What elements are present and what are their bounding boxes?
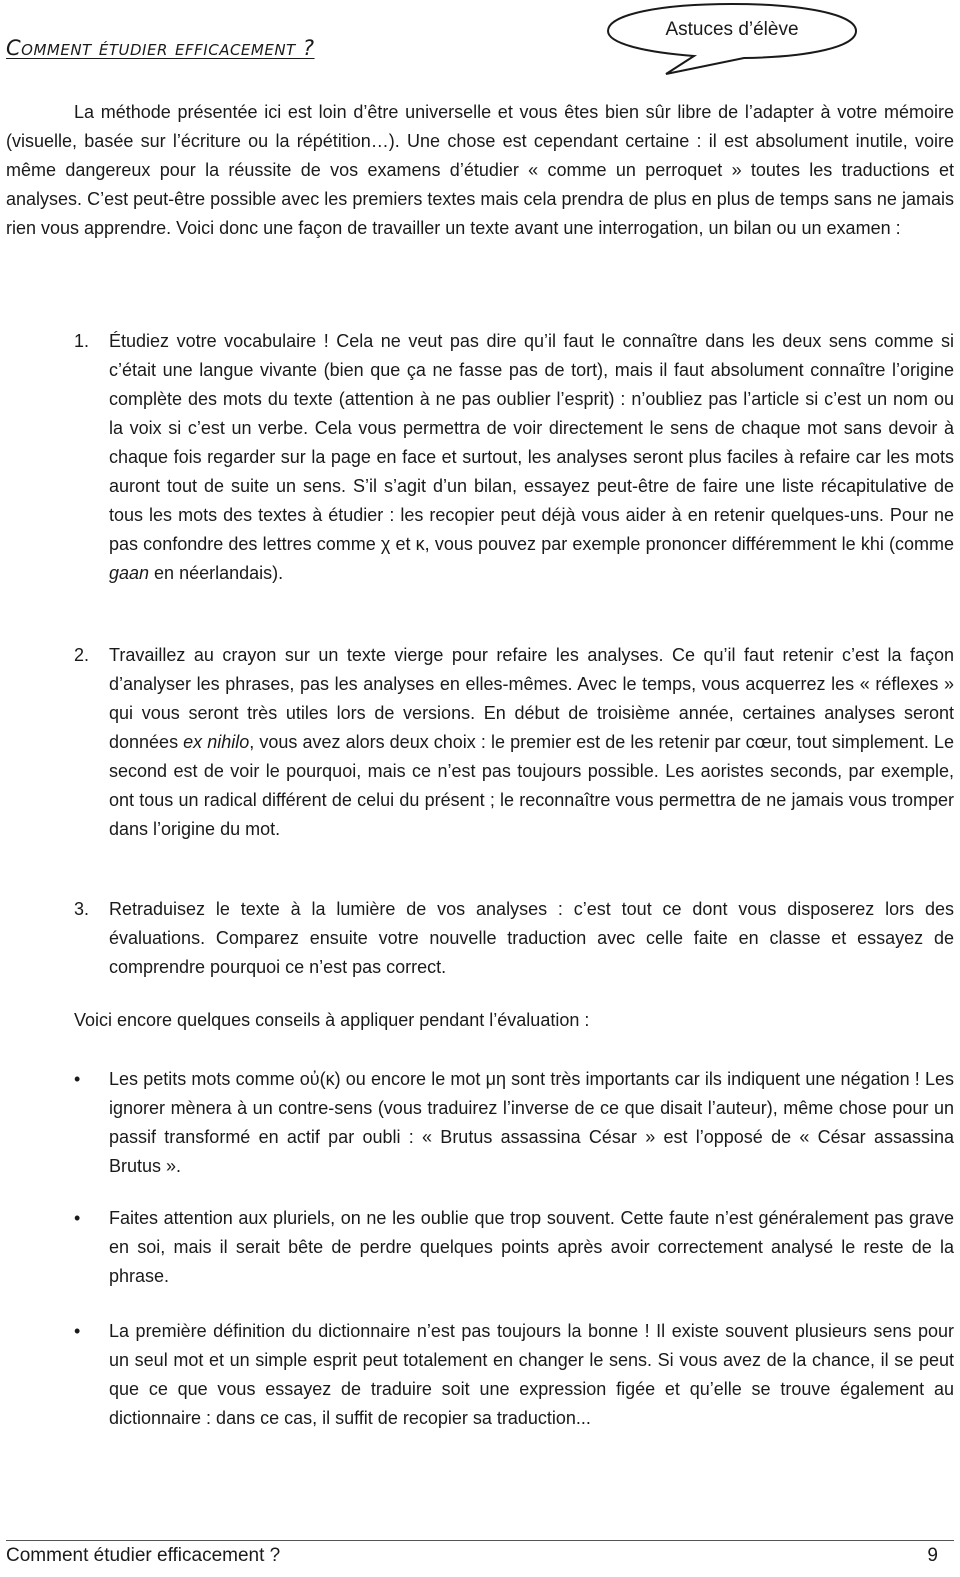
page-title: Comment étudier efficacement ?	[6, 36, 315, 60]
step-text-tail: , vous avez alors deux choix : le premier est de les retenir par cœur, tout simplement. Le second est de voir le pourquoi, mais ce n’est pas toujours possible. Les aoristes seconds, par exemple, ont tous un radical différent de celui du présent ; le reconnaître vous permettra de ne jamais vous tromper dans l’origine du mot.	[109, 732, 954, 839]
bullet-icon: •	[74, 1321, 81, 1341]
tip-text: Les petits mots comme οὐ(κ) ou encore le mot μη sont très importants car ils indiquent une négation ! Les ignorer mènera à un contre-sens (vous traduirez l’inverse de ce que disait l’auteur), même chose pour un passif transformé en actif par oubli : « Brutus assassina César » est l’opposé de « César assassina Brutus ».	[109, 1069, 954, 1176]
step-number: 2.	[74, 645, 90, 665]
step-text-part: Étudiez votre vocabulaire ! Cela ne veut pas dire qu’il faut le connaître dans les deux sens comme si c’était une langue vivante (bien que ça ne fasse pas de tort), mais il faut absolument connaître l’origine complète des mots du texte (attention à ne pas oublier l’esprit) : n’oubliez pas l’article si c’est un nom ou la voix si c’est un verbe. Cela vous permettra de voir directement le sens de chaque mot sans devoir à chaque fois regarder sur la page en face et surtout, les analyses seront plus faciles à refaire car les mots auront tout de suite un sens. S’il s’agit d’un bilan, essayez peut-être de faire une liste récapitulative de tous les mots des textes à étudier : les recopier peut déjà vous aider à en retenir quelques-uns. Pour ne pas confondre des lettres comme χ et κ, vous pouvez par exemple prononcer différemment le khi (comme	[109, 331, 954, 554]
step-number: 3.	[74, 899, 90, 919]
step-text	[109, 641, 954, 844]
tip-text: Faites attention aux pluriels, on ne les oublie que trop souvent. Cette faute n’est généralement pas grave en soi, mais il serait bête de perdre quelques points après avoir correctement analysé le reste de la phrase.	[109, 1208, 954, 1286]
step-text-italic: gaan	[109, 563, 150, 583]
bullet-icon: •	[74, 1069, 81, 1089]
bubble-label: Astuces d’élève	[665, 19, 799, 40]
tips-lead-in: Voici encore quelques conseils à appliquer pendant l’évaluation :	[74, 1010, 590, 1030]
step-text-italic: ex nihilo	[183, 732, 250, 752]
tip-text: La première définition du dictionnaire n’est pas toujours la bonne ! Il existe souvent plusieurs sens pour un seul mot et un simple esprit peut totalement en changer le sens. Si vous avez de la chance, il se peut que ce que vous essayez de traduire soit une expression figée et qu’elle se trouve également au dictionnaire : dans ce cas, il suffit de recopier sa traduction...	[109, 1321, 954, 1428]
page-footer	[6, 1540, 954, 1577]
bullet-icon: •	[74, 1208, 81, 1228]
step-number: 1.	[74, 331, 90, 351]
speech-bubble	[604, 2, 860, 76]
step-text	[109, 327, 954, 588]
footer-title: Comment étudier efficacement ?	[6, 1545, 281, 1566]
page-number: 9	[927, 1545, 938, 1566]
step-text-part: Travaillez au crayon sur un texte vierge pour refaire les analyses. Ce qu’il faut retenir c’est la façon d’analyser les phrases, pas les analyses en elles-mêmes. Avec le temps, vous acquerrez les « réflexes » qui vous seront très utiles lors de versions. En début de troisième année, certaines analyses seront données	[109, 645, 954, 752]
intro-paragraph: La méthode présentée ici est loin d’être universelle et vous êtes bien sûr libre de l’adapter à votre mémoire (visuelle, basée sur l’écriture ou la répétition…). Une chose est cependant certaine : il est absolument inutile, voire même dangereux pour la réussite de vos examens d’étudier « comme un perroquet » toutes les traductions et analyses. C’est peut-être possible avec les premiers textes mais cela prendra de plus en plus de temps sans ne jamais rien vous apprendre. Voici donc une façon de travailler un texte avant une interrogation, un bilan ou un examen :	[6, 102, 954, 238]
step-text: Retraduisez le texte à la lumière de vos analyses : c’est tout ce dont vous disposerez lors des évaluations. Comparez ensuite votre nouvelle traduction avec celle faite en classe et essayez de comprendre pourquoi ce n’est pas correct.	[109, 899, 954, 977]
step-text-tail: en néerlandais).	[149, 563, 284, 583]
